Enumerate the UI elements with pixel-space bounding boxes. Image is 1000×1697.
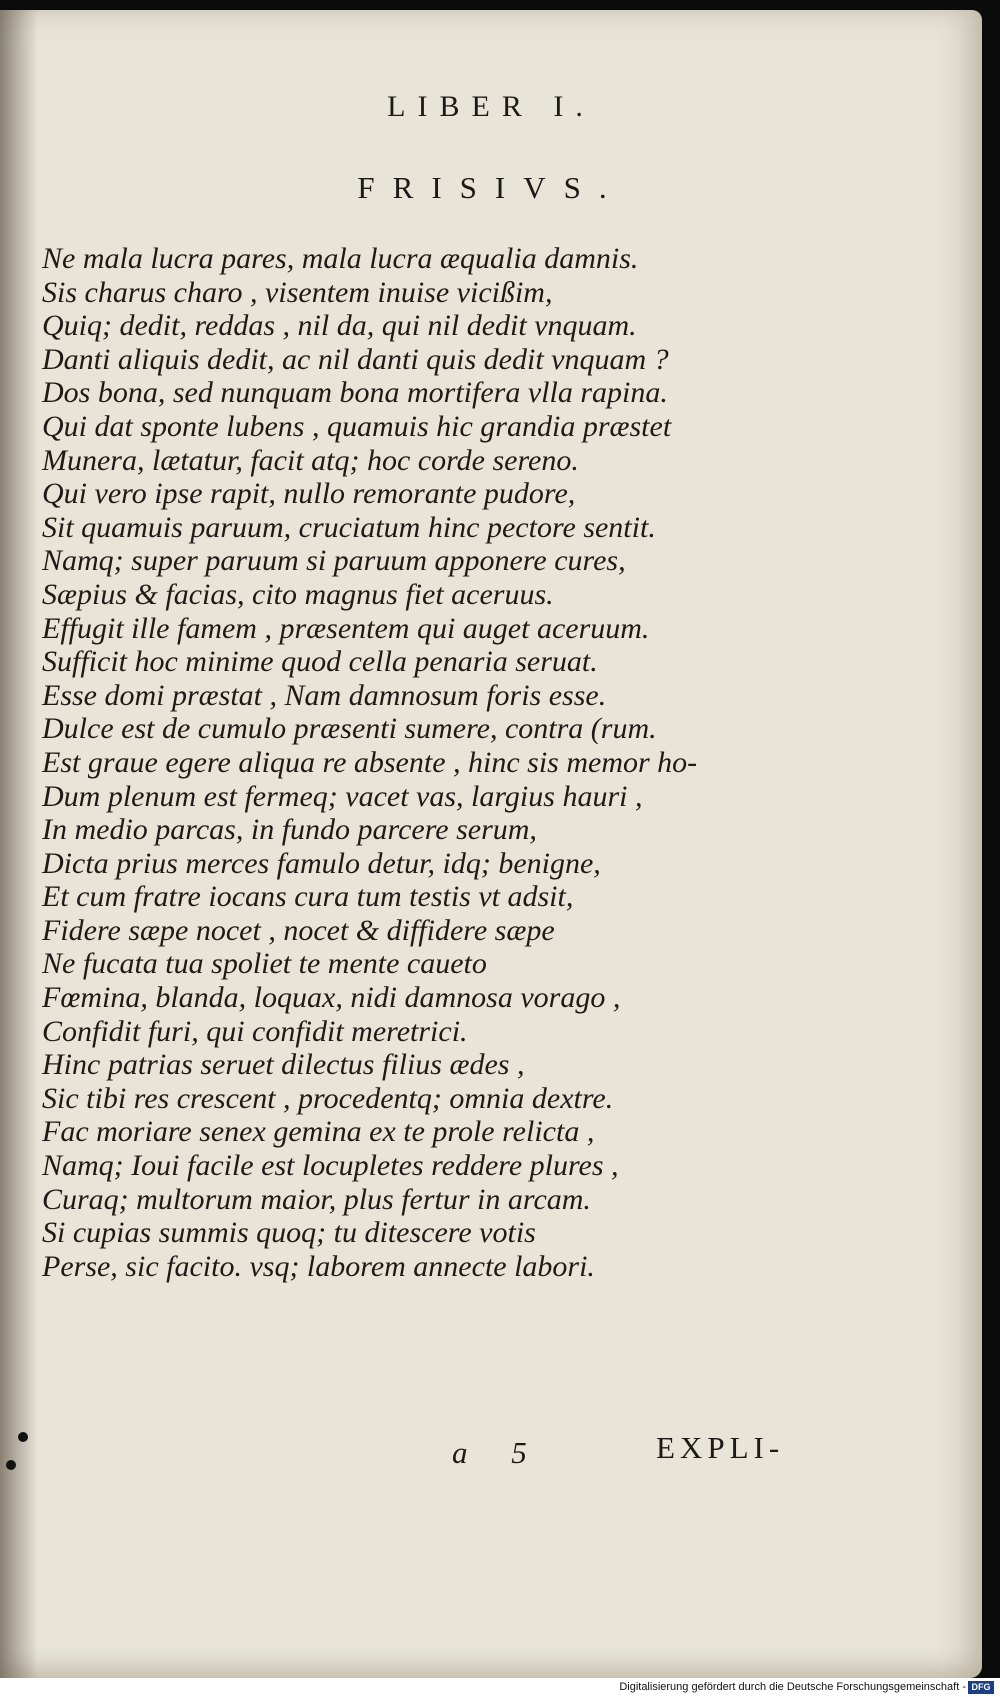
verse-line: Fœmina, blanda, loquax, nidi damnosa vorago , [42, 981, 621, 1015]
verse-line: Namq; super paruum si paruum apponere cures, [42, 544, 626, 578]
verse-line: Namq; Ioui facile est locupletes reddere plures , [42, 1149, 619, 1183]
running-head: LIBER I. [387, 90, 595, 123]
verse-line: Qui dat sponte lubens , quamuis hic grandia præstet [42, 409, 672, 443]
book-page [0, 10, 982, 1678]
verse-line: Si cupias summis quoq; tu ditescere votis [42, 1216, 536, 1250]
verse-line: Curaq; multorum maior, plus fertur in arcam. [42, 1182, 591, 1216]
signature-mark: a 5 [452, 1435, 545, 1470]
dfg-logo: DFG [968, 1681, 994, 1694]
verse-line: Quiq; dedit, reddas , nil da, qui nil dedit vnquam. [42, 309, 637, 343]
verse-line: Sæpius & facias, cito magnus fiet aceruus. [42, 577, 554, 611]
spine-shadow [0, 10, 38, 1678]
verse-line: Est graue egere aliqua re absente , hinc sis memor ho- [42, 745, 698, 779]
verse-line: Esse domi præstat , Nam damnosum foris esse. [42, 678, 607, 712]
verse-line: Hinc patrias seruet dilectus filius ædes , [42, 1048, 525, 1082]
verse-line: Munera, lætatur, facit atq; hoc corde sereno. [42, 443, 579, 477]
verse-list [42, 242, 882, 1283]
verse-line: Effugit ille famem , præsentem qui auget aceruum. [42, 611, 650, 645]
verse-line: Fidere sæpe nocet , nocet & diffidere sæpe [42, 913, 555, 947]
verse-line: Ne fucata tua spoliet te mente caueto [42, 947, 487, 981]
verse-line: Danti aliquis dedit, ac nil danti quis dedit vnquam ? [42, 342, 669, 376]
verse-line: In medio parcas, in fundo parcere serum, [42, 813, 537, 847]
verse-line: Sic tibi res crescent , procedentq; omnia dextre. [42, 1081, 614, 1115]
verse-line: Qui vero ipse rapit, nullo remorante pudore, [42, 477, 576, 511]
digitization-credit: Digitalisierung gefördert durch die Deutsche Forschungsgemeinschaft - [619, 1681, 966, 1693]
verse-line: Sufficit hoc minime quod cella penaria seruat. [42, 645, 598, 679]
verse-line: Dos bona, sed nunquam bona mortifera vlla rapina. [42, 376, 668, 410]
verse-line: Dum plenum est fermeq; vacet vas, largius hauri , [42, 779, 643, 813]
binding-hole-mark [6, 1460, 16, 1470]
verse-line: Dicta prius merces famulo detur, idq; benigne, [42, 846, 601, 880]
catchword: EXPLI- [656, 1430, 785, 1465]
verse-line: Sis charus charo , visentem inuise vicißim, [42, 275, 553, 309]
verse-line: Perse, sic facito. vsq; laborem annecte labori. [42, 1249, 595, 1283]
verse-line: Fac moriare senex gemina ex te prole relicta , [42, 1115, 595, 1149]
verse-line: Ne mala lucra pares, mala lucra æqualia damnis. [42, 242, 639, 275]
section-title: FRISIVS. [357, 170, 625, 205]
verse-line: Et cum fratre iocans cura tum testis vt adsit, [42, 880, 574, 914]
verse-line: Confidit furi, qui confidit meretrici. [42, 1014, 468, 1048]
verse-line: Dulce est de cumulo præsenti sumere, contra (rum. [42, 712, 657, 746]
binding-hole-mark [18, 1432, 28, 1442]
verse-line: Sit quamuis paruum, cruciatum hinc pectore sentit. [42, 510, 656, 544]
